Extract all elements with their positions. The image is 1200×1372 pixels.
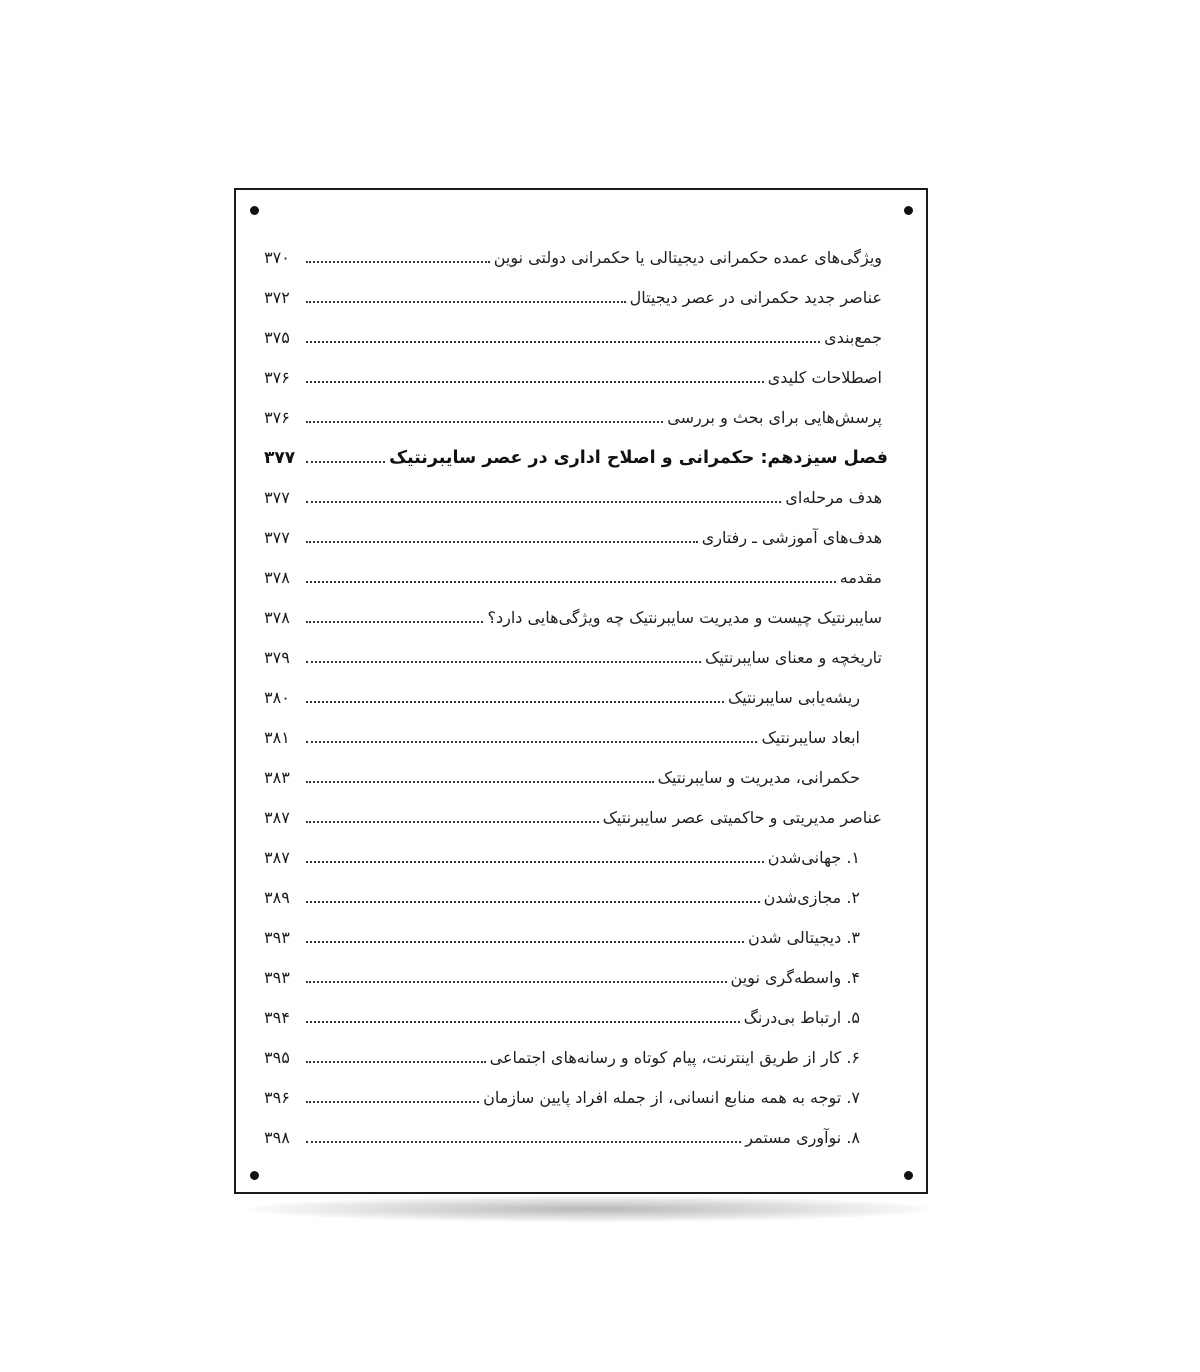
toc-entry-page: ۳۸۰ bbox=[264, 688, 290, 707]
toc-entry-title: هدف‌های آموزشی ـ رفتاری bbox=[701, 528, 882, 547]
toc-entry-page: ۳۸۹ bbox=[264, 888, 290, 907]
toc-entry-page: ۳۷۶ bbox=[264, 368, 290, 387]
document-page bbox=[234, 188, 928, 1194]
toc-entry bbox=[264, 288, 882, 328]
toc-entry bbox=[264, 408, 882, 448]
toc-entry bbox=[264, 488, 882, 528]
toc-entry-title: ۲. مجازی‌شدن bbox=[763, 888, 860, 907]
toc-entry-page: ۳۷۶ bbox=[264, 408, 290, 427]
toc-entry bbox=[264, 848, 882, 888]
toc-entry bbox=[264, 1008, 882, 1048]
toc-entry-page: ۳۹۵ bbox=[264, 1048, 290, 1067]
toc-entry bbox=[264, 568, 882, 608]
toc-entry-page: ۳۷۵ bbox=[264, 328, 290, 347]
dot-leader bbox=[306, 981, 727, 983]
dot-leader bbox=[306, 541, 698, 543]
toc-entry bbox=[264, 1088, 882, 1128]
toc-entry bbox=[264, 328, 882, 368]
toc-entry bbox=[264, 648, 882, 688]
toc-entry-title: عناصر جدید حکمرانی در عصر دیجیتال bbox=[629, 288, 882, 307]
toc-entry-title: جمع‌بندی bbox=[824, 328, 882, 347]
toc-entry-page: ۳۷۲ bbox=[264, 288, 290, 307]
toc-entry bbox=[264, 1128, 882, 1168]
page-shadow bbox=[250, 1196, 930, 1222]
toc-entry-page: ۳۹۶ bbox=[264, 1088, 290, 1107]
toc-entry-page: ۳۷۸ bbox=[264, 568, 290, 587]
toc-entry bbox=[264, 768, 882, 808]
toc-entry bbox=[264, 608, 882, 648]
toc-entry-title: ریشه‌یابی سایبرنتیک bbox=[727, 688, 860, 707]
toc-entry-title: ۷. توجه به همه منابع انسانی، از جمله افراد پایین سازمان bbox=[483, 1088, 860, 1107]
toc-entry-page: ۳۹۸ bbox=[264, 1128, 290, 1147]
corner-dot-top-right bbox=[904, 206, 913, 215]
dot-leader bbox=[306, 941, 744, 943]
dot-leader bbox=[306, 781, 654, 783]
toc-entry bbox=[264, 368, 882, 408]
toc-entry-page: ۳۹۳ bbox=[264, 928, 290, 947]
dot-leader bbox=[306, 421, 663, 423]
toc-entry-title: مقدمه bbox=[839, 568, 882, 587]
toc-entry-title: ۳. دیجیتالی شدن bbox=[747, 928, 860, 947]
dot-leader bbox=[306, 621, 483, 623]
toc-entry-title: عناصر مدیریتی و حاکمیتی عصر سایبرنتیک bbox=[602, 808, 882, 827]
toc-entry bbox=[264, 928, 882, 968]
dot-leader bbox=[306, 461, 385, 463]
toc-entry bbox=[264, 888, 882, 928]
toc-entry-title: ۴. واسطه‌گری نوین bbox=[730, 968, 860, 987]
dot-leader bbox=[306, 821, 599, 823]
dot-leader bbox=[306, 581, 836, 583]
toc-entry bbox=[264, 1048, 882, 1088]
toc-entry-page: ۳۸۱ bbox=[264, 728, 290, 747]
dot-leader bbox=[306, 661, 701, 663]
toc-entry-title: هدف مرحله‌ای bbox=[785, 488, 882, 507]
dot-leader bbox=[306, 1141, 741, 1143]
toc-entry-page: ۳۸۷ bbox=[264, 808, 290, 827]
toc-entry bbox=[264, 688, 882, 728]
dot-leader bbox=[306, 861, 764, 863]
toc-entry-title: اصطلاحات کلیدی bbox=[767, 368, 882, 387]
dot-leader bbox=[306, 501, 781, 503]
dot-leader bbox=[306, 341, 820, 343]
toc-entry-page: ۳۷۰ bbox=[264, 248, 290, 267]
toc-entry-title: پرسش‌هایی برای بحث و بررسی bbox=[667, 408, 882, 427]
toc-entry-page: ۳۷۷ bbox=[264, 448, 296, 468]
toc-chapter-heading bbox=[264, 448, 888, 488]
corner-dot-bottom-left bbox=[250, 1171, 259, 1180]
toc-entry-title: ۸. نوآوری مستمر bbox=[745, 1128, 860, 1147]
table-of-contents bbox=[264, 248, 888, 1168]
toc-entry bbox=[264, 528, 882, 568]
toc-entry-page: ۳۷۷ bbox=[264, 488, 290, 507]
toc-entry bbox=[264, 808, 882, 848]
toc-entry-page: ۳۸۳ bbox=[264, 768, 290, 787]
toc-entry-title: ابعاد سایبرنتیک bbox=[761, 728, 860, 747]
dot-leader bbox=[306, 261, 490, 263]
toc-entry-title: ۱. جهانی‌شدن bbox=[767, 848, 860, 867]
toc-entry-title: ۶. کار از طریق اینترنت، پیام کوتاه و رسانه‌های اجتماعی bbox=[489, 1048, 860, 1067]
toc-entry bbox=[264, 968, 882, 1008]
toc-entry-page: ۳۹۴ bbox=[264, 1008, 290, 1027]
dot-leader bbox=[306, 901, 760, 903]
toc-entry-title: فصل سیزدهم: حکمرانی و اصلاح اداری در عصر سایبرنتیک bbox=[389, 448, 888, 468]
dot-leader bbox=[306, 381, 764, 383]
toc-entry-title: ویژگی‌های عمده حکمرانی دیجیتالی یا حکمرانی دولتی نوین bbox=[493, 248, 882, 267]
toc-entry-page: ۳۷۷ bbox=[264, 528, 290, 547]
toc-entry-title: تاریخچه و معنای سایبرنتیک bbox=[704, 648, 882, 667]
dot-leader bbox=[306, 1101, 479, 1103]
toc-entry bbox=[264, 248, 882, 288]
toc-entry-page: ۳۷۸ bbox=[264, 608, 290, 627]
toc-entry-title: سایبرنتیک چیست و مدیریت سایبرنتیک چه ویژگی‌هایی دارد؟ bbox=[487, 608, 882, 627]
toc-entry-title: ۵. ارتباط بی‌درنگ bbox=[743, 1008, 860, 1027]
dot-leader bbox=[306, 701, 724, 703]
toc-entry bbox=[264, 728, 882, 768]
toc-entry-page: ۳۷۹ bbox=[264, 648, 290, 667]
corner-dot-top-left bbox=[250, 206, 259, 215]
dot-leader bbox=[306, 1061, 486, 1063]
corner-dot-bottom-right bbox=[904, 1171, 913, 1180]
dot-leader bbox=[306, 301, 626, 303]
toc-entry-page: ۳۹۳ bbox=[264, 968, 290, 987]
toc-entry-page: ۳۸۷ bbox=[264, 848, 290, 867]
dot-leader bbox=[306, 1021, 740, 1023]
dot-leader bbox=[306, 741, 757, 743]
toc-entry-title: حکمرانی، مدیریت و سایبرنتیک bbox=[657, 768, 860, 787]
